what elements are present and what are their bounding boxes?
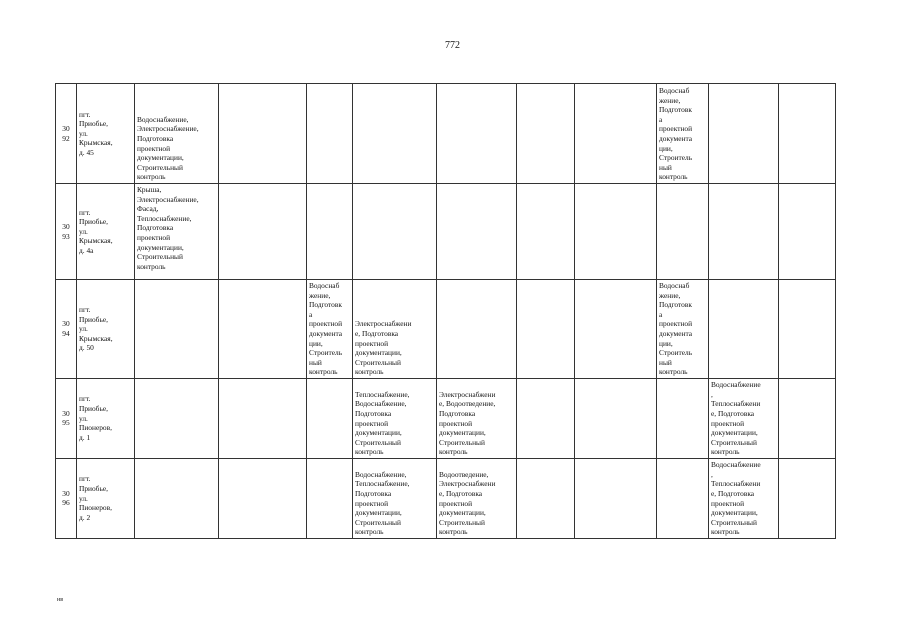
work-cell-line: Строительный [711, 437, 757, 447]
work-cell [517, 378, 575, 458]
work-cell-line: проектной [355, 338, 389, 348]
address-line: пгт. [79, 304, 91, 314]
address-line: пгт. [79, 109, 91, 119]
work-cell-line: Водоснаб [659, 86, 690, 96]
work-cell [219, 280, 307, 379]
work-cell-line: Подготовка [355, 408, 392, 418]
work-cell [135, 378, 219, 458]
address-line: Крымская, [79, 236, 113, 246]
work-cell-line: документа [659, 328, 693, 338]
row-number-cell [56, 458, 77, 538]
work-cell-line: документации, [711, 508, 758, 518]
work-cell-line: Строительный [137, 252, 183, 262]
address-line: Приобье, [79, 484, 108, 494]
work-cell-line: документа [659, 134, 693, 144]
work-cell-line: Строительный [355, 517, 401, 527]
work-cell [779, 84, 836, 184]
address-line: пгт. [79, 474, 91, 484]
work-cell [517, 84, 575, 184]
work-cell-line: Строитель [659, 153, 693, 163]
work-cell-line: Строительный [711, 517, 757, 527]
address-line: ул. [79, 324, 88, 334]
work-cell-line: а [659, 114, 663, 124]
work-cell [353, 184, 437, 280]
work-cell [575, 84, 657, 184]
row-number-cell [56, 280, 77, 379]
work-cell-line: ции, [309, 338, 323, 348]
address-cell [77, 378, 135, 458]
work-cell [657, 458, 709, 538]
work-cell [353, 458, 437, 538]
work-cell-line: Водоснабжение, [355, 469, 407, 479]
address-line: Приобье, [79, 404, 108, 414]
work-cell-line: проектной [439, 498, 473, 508]
work-cell [709, 458, 779, 538]
address-line: д. 4а [79, 245, 94, 255]
work-cell-line: контроль [711, 447, 740, 457]
address-cell [77, 84, 135, 184]
row-number-line: 30 [62, 221, 70, 231]
work-cell-line: контроль [137, 261, 166, 271]
work-cell-line: Подготовка [439, 408, 476, 418]
address-line: д. 1 [79, 432, 91, 442]
work-cell [307, 84, 353, 184]
work-cell-line: контроль [355, 527, 384, 537]
work-cell-line: е, Подготовка [711, 488, 755, 498]
work-cell-line: а [659, 309, 663, 319]
address-line: ул. [79, 226, 88, 236]
work-cell-line: документа [309, 328, 343, 338]
work-cell [307, 458, 353, 538]
address-line: д. 45 [79, 147, 94, 157]
address-line: Приобье, [79, 314, 108, 324]
work-cell-line: Подготовка [137, 134, 174, 144]
work-cell [437, 458, 517, 538]
work-cell-line: контроль [659, 367, 688, 377]
address-line: Пионеров, [79, 423, 112, 433]
work-cell [709, 184, 779, 280]
work-cell-line: контроль [659, 172, 688, 182]
row-number-line: 92 [62, 133, 70, 143]
work-cell-line: Подготовк [309, 300, 342, 310]
work-cell [437, 378, 517, 458]
work-cell-line: Строительный [137, 162, 183, 172]
row-number-line: 94 [62, 328, 70, 338]
work-cell-line: Электроснабжение, [137, 194, 199, 204]
work-cell-line: ный [309, 357, 322, 367]
work-cell-line: проектной [355, 418, 389, 428]
work-cell-line: Электроснабжени [439, 479, 496, 489]
work-cell-line: Водоснаб [309, 281, 340, 290]
work-cell [779, 458, 836, 538]
work-cell [709, 378, 779, 458]
work-cell-line: е, Подготовка [355, 328, 399, 338]
table-row [56, 378, 836, 458]
footer-mark: нв [57, 597, 64, 603]
work-cell-line: Строитель [309, 348, 343, 358]
table-row [56, 84, 836, 184]
work-cell-line: Электроснабжение, [137, 124, 199, 134]
work-cell-line: Подготовк [659, 300, 692, 310]
work-cell [219, 184, 307, 280]
work-cell-line: контроль [309, 367, 338, 377]
work-cell-line: контроль [439, 527, 468, 537]
work-cell [353, 280, 437, 379]
address-line: Приобье, [79, 119, 108, 129]
work-cell-line: , [711, 469, 713, 479]
work-cell-line: Водоснабжение [711, 460, 761, 470]
work-cell [517, 458, 575, 538]
work-cell-line: проектной [137, 143, 171, 153]
address-cell [77, 280, 135, 379]
work-cell [437, 184, 517, 280]
address-line: пгт. [79, 207, 91, 217]
work-cell-line: Электроснабжени [439, 389, 496, 399]
row-number-line: 93 [62, 231, 70, 241]
work-cell-line: контроль [355, 447, 384, 457]
works-table-wrapper [55, 83, 836, 539]
work-cell-line: е, Водоотведение, [439, 399, 496, 409]
work-cell-line: проектной [309, 319, 343, 329]
work-cell-line: документации, [355, 348, 402, 358]
work-cell [575, 458, 657, 538]
work-cell-line: е, Подготовка [711, 408, 755, 418]
work-cell-line: документации, [439, 428, 486, 438]
work-cell-line: контроль [137, 172, 166, 182]
work-cell [437, 84, 517, 184]
work-cell [657, 378, 709, 458]
work-cell [779, 378, 836, 458]
work-cell-line: жение, [309, 290, 331, 300]
work-cell [779, 184, 836, 280]
table-row [56, 280, 836, 379]
work-cell-line: , [711, 389, 713, 399]
work-cell-line: проектной [711, 418, 745, 428]
work-cell-line: жение, [659, 95, 681, 105]
work-cell-line: Водоотведение, [439, 469, 489, 479]
work-cell-line: Теплоснабжени [711, 399, 761, 409]
work-cell-line: контроль [439, 447, 468, 457]
work-cell-line: ции, [659, 338, 673, 348]
work-cell-line: Подготовк [659, 105, 692, 115]
work-cell [135, 184, 219, 280]
work-cell-line: проектной [137, 232, 171, 242]
work-cell [219, 458, 307, 538]
work-cell-line: Водоснаб [659, 281, 690, 290]
work-cell [779, 280, 836, 379]
work-cell [307, 184, 353, 280]
row-number-line: 30 [62, 123, 70, 133]
work-cell-line: Теплоснабжени [711, 479, 761, 489]
work-cell-line: документации, [355, 508, 402, 518]
address-cell [77, 458, 135, 538]
work-cell-line: Строитель [659, 348, 693, 358]
work-cell [219, 378, 307, 458]
work-cell [135, 458, 219, 538]
work-cell-line: проектной [711, 498, 745, 508]
work-cell-line: Крыша, [137, 185, 162, 194]
work-cell-line: Водоснабжение, [355, 399, 407, 409]
address-line: Крымская, [79, 333, 113, 343]
work-cell-line: документации, [711, 428, 758, 438]
work-cell [437, 280, 517, 379]
work-cell-line: жение, [659, 290, 681, 300]
work-cell [219, 84, 307, 184]
work-cell [575, 280, 657, 379]
work-cell-line: проектной [439, 418, 473, 428]
work-cell [307, 280, 353, 379]
address-line: Пионеров, [79, 503, 112, 513]
work-cell-line: Теплоснабжение, [355, 389, 410, 399]
work-cell-line: проектной [659, 124, 693, 134]
row-number-line: 95 [62, 418, 70, 428]
address-line: д. 2 [79, 512, 91, 522]
work-cell [353, 84, 437, 184]
address-cell [77, 184, 135, 280]
work-cell-line: ции, [659, 143, 673, 153]
work-cell-line: документации, [355, 428, 402, 438]
work-cell [709, 280, 779, 379]
row-number-cell [56, 184, 77, 280]
work-cell-line: Подготовка [355, 488, 392, 498]
page-number: 772 [445, 40, 460, 51]
address-line: ул. [79, 413, 88, 423]
work-cell-line: Водоснабжение [711, 380, 761, 390]
table-row [56, 184, 836, 280]
work-cell-line: а [309, 309, 313, 319]
work-cell [657, 280, 709, 379]
work-cell [575, 378, 657, 458]
work-cell [353, 378, 437, 458]
work-cell-line: Водоснабжение, [137, 114, 189, 124]
work-cell-line: проектной [355, 498, 389, 508]
address-line: пгт. [79, 394, 91, 404]
work-cell-line: Теплоснабжение, [355, 479, 410, 489]
row-number-line: 96 [62, 498, 70, 508]
work-cell-line: контроль [711, 527, 740, 537]
address-line: Приобье, [79, 217, 108, 227]
work-cell-line: документации, [137, 153, 184, 163]
work-cell-line: Строительный [355, 437, 401, 447]
row-number-cell [56, 378, 77, 458]
work-cell [517, 184, 575, 280]
work-cell-line: контроль [355, 367, 384, 377]
work-cell-line: ный [659, 162, 672, 172]
work-cell [135, 280, 219, 379]
work-cell-line: ный [659, 357, 672, 367]
table-body [56, 84, 836, 539]
work-cell [575, 184, 657, 280]
row-number-cell [56, 84, 77, 184]
work-cell-line: Фасад, [137, 204, 159, 214]
row-number-line: 30 [62, 408, 70, 418]
work-cell [307, 378, 353, 458]
address-line: Крымская, [79, 138, 113, 148]
work-cell-line: Строительный [355, 357, 401, 367]
work-cell-line: Теплоснабжение, [137, 213, 192, 223]
work-cell-line: Строительный [439, 437, 485, 447]
address-line: ул. [79, 493, 88, 503]
work-cell [135, 84, 219, 184]
row-number-line: 30 [62, 488, 70, 498]
works-table [55, 83, 836, 539]
work-cell-line: Электроснабжени [355, 319, 412, 329]
address-line: д. 50 [79, 343, 94, 353]
work-cell [657, 184, 709, 280]
table-row [56, 458, 836, 538]
work-cell-line: документации, [439, 508, 486, 518]
work-cell [657, 84, 709, 184]
work-cell [517, 280, 575, 379]
row-number-line: 30 [62, 319, 70, 329]
work-cell-line: е, Подготовка [439, 488, 483, 498]
work-cell [709, 84, 779, 184]
work-cell-line: Подготовка [137, 223, 174, 233]
address-line: ул. [79, 128, 88, 138]
work-cell-line: документации, [137, 242, 184, 252]
work-cell-line: проектной [659, 319, 693, 329]
work-cell-line: Строительный [439, 517, 485, 527]
